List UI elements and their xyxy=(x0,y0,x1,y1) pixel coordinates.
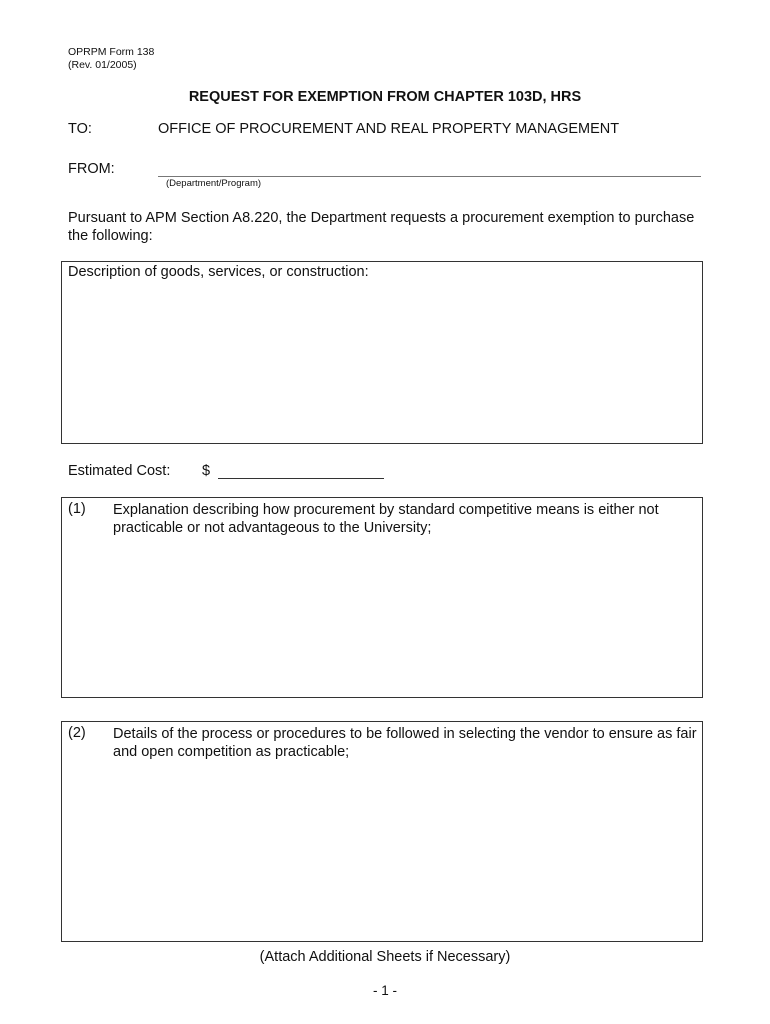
form-title: REQUEST FOR EXEMPTION FROM CHAPTER 103D, HRS xyxy=(188,89,582,105)
currency-symbol: $ xyxy=(202,463,211,479)
intro-paragraph: Pursuant to APM Section A8.220, the Department requests a procurement exemption to purchase the following: xyxy=(68,210,695,244)
explanation-box[interactable] xyxy=(61,497,703,698)
item-prompt: Explanation describing how procurement by standard competitive means is either not practicable or not advantageous to the University; xyxy=(113,502,659,536)
item-number: (1) xyxy=(68,501,86,517)
form-revision: (Rev. 01/2005) xyxy=(68,59,137,71)
form-identifier xyxy=(68,46,154,72)
page-number: - 1 - xyxy=(372,983,397,998)
item-number: (2) xyxy=(68,725,86,741)
estimated-cost-label: Estimated Cost: xyxy=(68,463,171,479)
process-details-box[interactable] xyxy=(61,721,703,942)
to-label: TO: xyxy=(68,121,92,137)
from-label: FROM: xyxy=(68,161,115,177)
attach-sheets-note: (Attach Additional Sheets if Necessary) xyxy=(259,949,511,965)
estimated-cost-field[interactable] xyxy=(218,478,384,479)
item-prompt: Details of the process or procedures to be followed in selecting the vendor to ensure as fair and open competition as practicable; xyxy=(113,726,697,760)
description-box[interactable] xyxy=(61,261,703,444)
description-label: Description of goods, services, or construction: xyxy=(68,264,369,280)
form-number: OPRPM Form 138 xyxy=(68,46,155,58)
from-field[interactable] xyxy=(158,176,701,177)
to-recipient: OFFICE OF PROCUREMENT AND REAL PROPERTY MANAGEMENT xyxy=(158,121,620,137)
from-field-caption: (Department/Program) xyxy=(166,178,262,189)
